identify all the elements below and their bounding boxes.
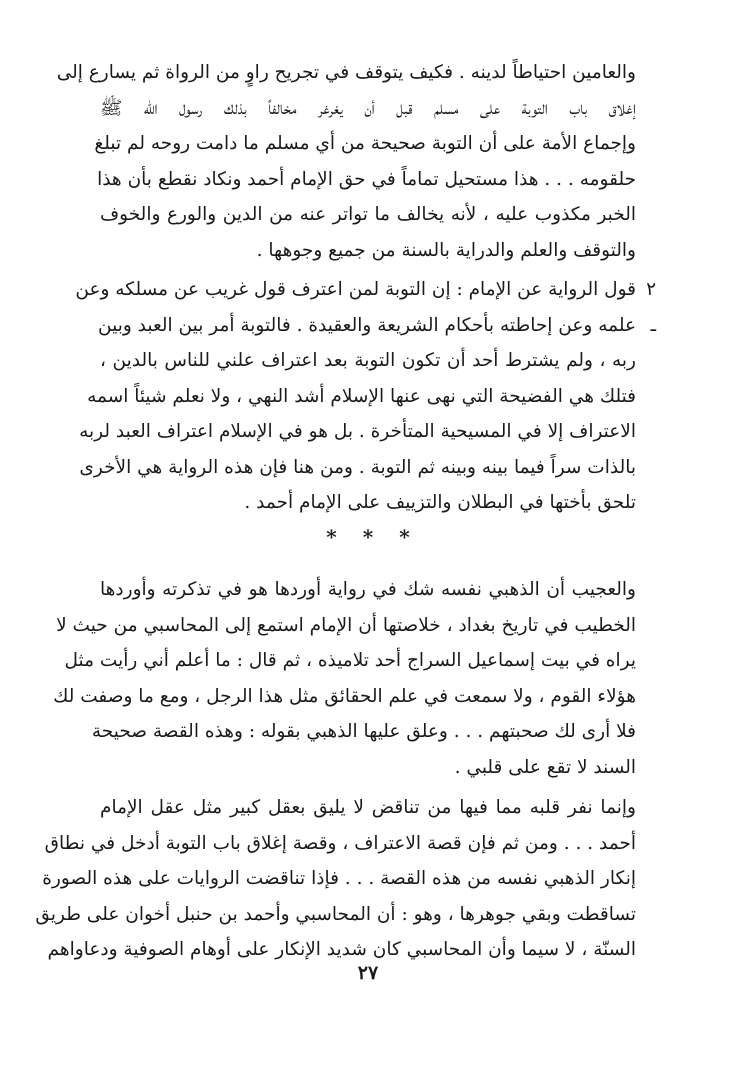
paragraph-1	[56, 55, 636, 268]
text-line: وإجماع الأمة على أن التوبة صحيحة من أي مسلم ما دامت روحه لم تبلغ	[94, 133, 636, 154]
text-line: الخبر مكذوب عليه ، لأنه يخالف ما تواتر عنه من الدين والورع والخوف	[100, 204, 636, 225]
text-line: الخطيب في تاريخ بغداد ، خلاصتها أن الإمام استمع إلى المحاسبي من حيث لا	[56, 614, 636, 636]
text-line: ربه ، ولم يشترط أحد أن تكون التوبة بعد اعتراف علني للناس بالدين ،	[100, 350, 636, 371]
section-separator	[0, 522, 736, 552]
text-line: علمه وعن إحاطته بأحكام الشريعة والعقيدة . فالتوبة أمر بين العبد وبين	[98, 314, 636, 336]
separator-star: *	[362, 525, 374, 549]
paragraph-4	[35, 790, 636, 968]
item-body	[75, 272, 636, 521]
separator-star: *	[399, 525, 410, 549]
item-number: ٢ ـ	[646, 279, 656, 336]
paragraph-3	[53, 572, 636, 785]
text-line: السند لا تقع على قلبي .	[454, 756, 636, 778]
text-line: قول الرواية عن الإمام : إن التوبة لمن اعترف قول غريب عن مسلكه وعن	[75, 279, 636, 300]
text-line: هؤلاء القوم ، ولا سمعت في علم الحقائق مثل هذا الرجل ، ومع ما وصفت لك	[53, 685, 636, 707]
text-line: فتلك هي الفضيحة التي نهى عنها الإسلام أشد النهي ، ولا نعلم شيئاً اسمه	[87, 385, 636, 407]
text-line: تلحق بأختها في البطلان والتزييف على الإمام أحمد .	[244, 492, 636, 513]
text-line: إنكار الذهبي نفسه من هذه القصة . . . فإذا تناقضت الروايات على هذه الصورة	[42, 868, 636, 889]
text-line: وإنما نفر قلبه مما فيها من تناقض لا يليق بعقل كبير مثل عقل الإمام	[100, 797, 636, 818]
text-line: يراه في بيت إسماعيل السراج أحد تلاميذه ، ثم قال : ما أعلم أني رأيت مثل	[64, 650, 636, 671]
text-line: أحمد . . . ومن ثم فإن قصة الاعتراف ، وقصة إغلاق باب التوبة أدخل في نطاق	[44, 832, 636, 854]
text-line: والعامين احتياطاً لدينه . فكيف يتوقف في تجريح راوٍ من الرواة ثم يسارع إلى	[56, 62, 636, 83]
text-line: والتوقف والعلم والدراية بالسنة من جميع وجوهها .	[256, 239, 636, 261]
text-line: بالذات سراً فيما بينه وبينه ثم التوبة . ومن هنا فإن هذه الرواية هي الأخرى	[79, 456, 636, 478]
text-line: السنّة ، لا سيما وأن المحاسبي كان شديد الإنكار على أوهام الصوفية ودعاواهم	[47, 939, 636, 960]
separator-star: *	[326, 525, 337, 549]
text-line: فلا أرى لك صحبتهم . . . وعلق عليها الذهبي بقوله : وهذه القصة صحيحة	[91, 721, 636, 742]
text-line: الاعتراف إلا في المسيحية المتأخرة . بل هو في الإسلام اعتراف العبد لربه	[79, 421, 636, 442]
text-line: تساقطت وبقي جوهرها ، وهو : أن المحاسبي وأحمد بن حنبل أخوان على طريق	[35, 903, 636, 925]
text-line: والعجيب أن الذهبي نفسه شك في رواية أوردها هو في تذكرته وأوردها	[100, 579, 636, 600]
text-line: حلقومه . . . هذا مستحيل تماماً في حق الإمام أحمد ونكاد نقطع بأن هذا	[97, 168, 636, 190]
page-number: ٢٧	[357, 962, 379, 984]
text-line: إغلاق باب التوبة على مسلم قبل أن يغرغر مخالفاً بذلك رسول الله ﷺ	[100, 97, 636, 119]
